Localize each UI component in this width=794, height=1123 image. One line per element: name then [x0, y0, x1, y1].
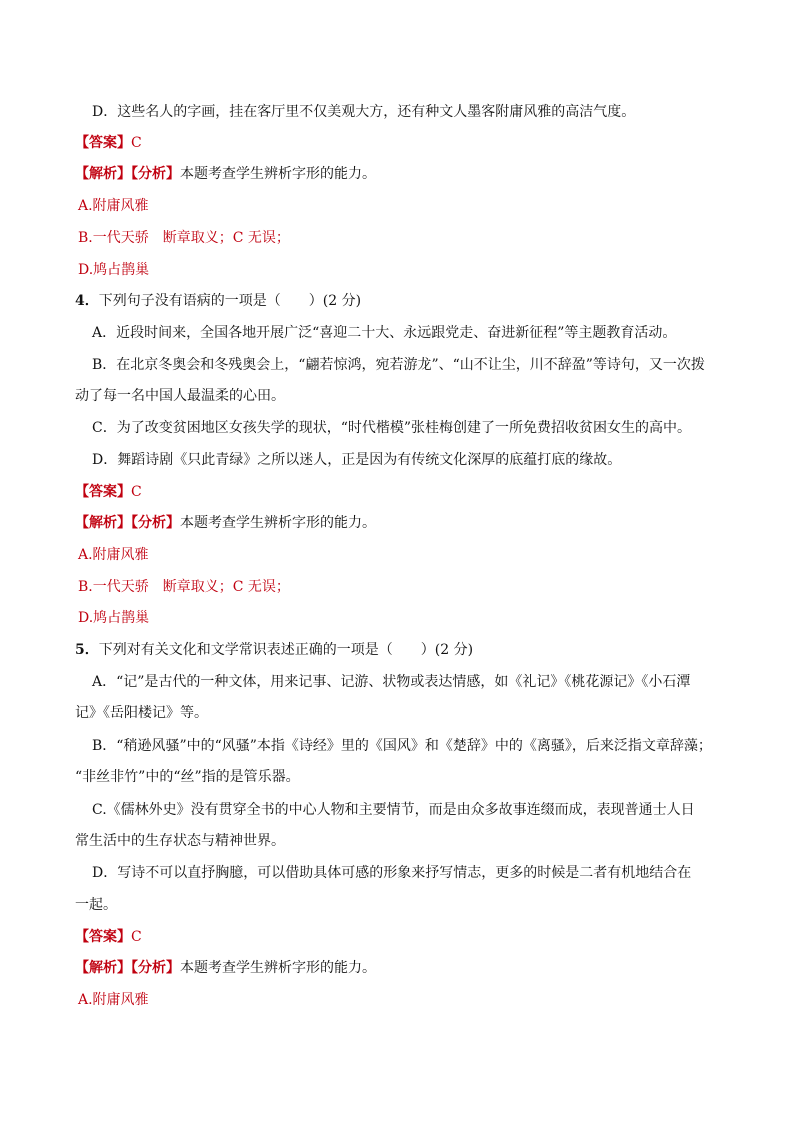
analysis-tag: 【解析】【分析】	[75, 515, 180, 531]
answer-value: C	[131, 135, 142, 151]
answer-value: C	[131, 484, 142, 500]
q5-option-d: D．写诗不可以直抒胸臆，可以借助具体可感的形象来抒写情志，更多的时候是二者有机地结合在	[92, 865, 692, 881]
q4-option-d: D．舞蹈诗剧《只此青绿》之所以迷人，正是因为有传统文化深厚的底蕴打底的缘故。	[92, 452, 622, 468]
question-text: 下列句子没有语病的一项是（ ）(2 分)	[98, 293, 362, 309]
q5-option-c-cont: 常生活中的生存状态与精神世界。	[75, 833, 285, 849]
q4-option-a: A．近段时间来，全国各地开展广泛“喜迎二十大、永远跟党走、奋进新征程”等主题教育活动。	[92, 325, 677, 341]
option-d-text: D．这些名人的字画，挂在客厅里不仅美观大方，还有种文人墨客附庸风雅的高洁气度。	[92, 104, 636, 120]
q5-option-a: A．“记”是古代的一种文体，用来记事、记游、状物或表达情感，如《礼记》《桃花源记》《小石潭	[92, 674, 691, 690]
analysis-item-b: B.一代天骄 断章取义；C 无误；	[78, 579, 290, 595]
analysis-item-a: A.附庸风雅	[78, 198, 149, 214]
q5-option-d-cont: 一起。	[75, 897, 117, 913]
question-4-stem	[75, 291, 361, 311]
answer-line	[75, 133, 142, 153]
question-text: 下列对有关文化和文学常识表述正确的一项是（ ）(2 分)	[98, 642, 474, 658]
analysis-line	[75, 164, 376, 184]
analysis-text: 本题考查学生辨析字形的能力。	[180, 960, 376, 976]
answer-tag: 【答案】	[75, 484, 131, 500]
analysis-text: 本题考查学生辨析字形的能力。	[180, 166, 376, 182]
q5-option-a-cont: 记》《岳阳楼记》等。	[75, 705, 208, 721]
analysis-line	[75, 958, 376, 978]
q5-option-b: B．“稍逊风骚”中的“风骚”本指《诗经》里的《国风》和《楚辞》中的《离骚》，后来泛指文章辞藻；	[92, 738, 712, 754]
analysis-item-a: A.附庸风雅	[78, 547, 149, 563]
q5-option-b-cont: “非丝非竹”中的“丝”指的是管乐器。	[75, 769, 300, 785]
q4-option-c: C．为了改变贫困地区女孩失学的现状，“时代楷模”张桂梅创建了一所免费招收贫困女生的高中。	[92, 420, 692, 436]
answer-line	[75, 927, 142, 947]
answer-tag: 【答案】	[75, 929, 131, 945]
analysis-text: 本题考查学生辨析字形的能力。	[180, 515, 376, 531]
analysis-item-d: D.鸠占鹊巢	[78, 610, 150, 626]
answer-tag: 【答案】	[75, 135, 131, 151]
analysis-tag: 【解析】【分析】	[75, 166, 180, 182]
q5-option-c: C.《儒林外史》没有贯穿全书的中心人物和主要情节，而是由众多故事连缀而成，表现普通士人日	[92, 802, 695, 818]
analysis-tag: 【解析】【分析】	[75, 960, 180, 976]
analysis-item-d: D.鸠占鹊巢	[78, 262, 150, 278]
analysis-item-b: B.一代天骄 断章取义；C 无误；	[78, 230, 290, 246]
question-number: 4．	[75, 293, 99, 309]
q4-option-b: B．在北京冬奥会和冬残奥会上，“翩若惊鸿，宛若游龙”、“山不让尘，川不辞盈”等诗句，又一次拨	[92, 357, 705, 373]
answer-value: C	[131, 929, 142, 945]
q4-option-b-cont: 动了每一名中国人最温柔的心田。	[75, 388, 285, 404]
question-5-stem	[75, 640, 473, 660]
question-number: 5．	[75, 642, 99, 658]
analysis-line	[75, 513, 376, 533]
answer-line	[75, 482, 142, 502]
analysis-item-a: A.附庸风雅	[78, 992, 149, 1008]
